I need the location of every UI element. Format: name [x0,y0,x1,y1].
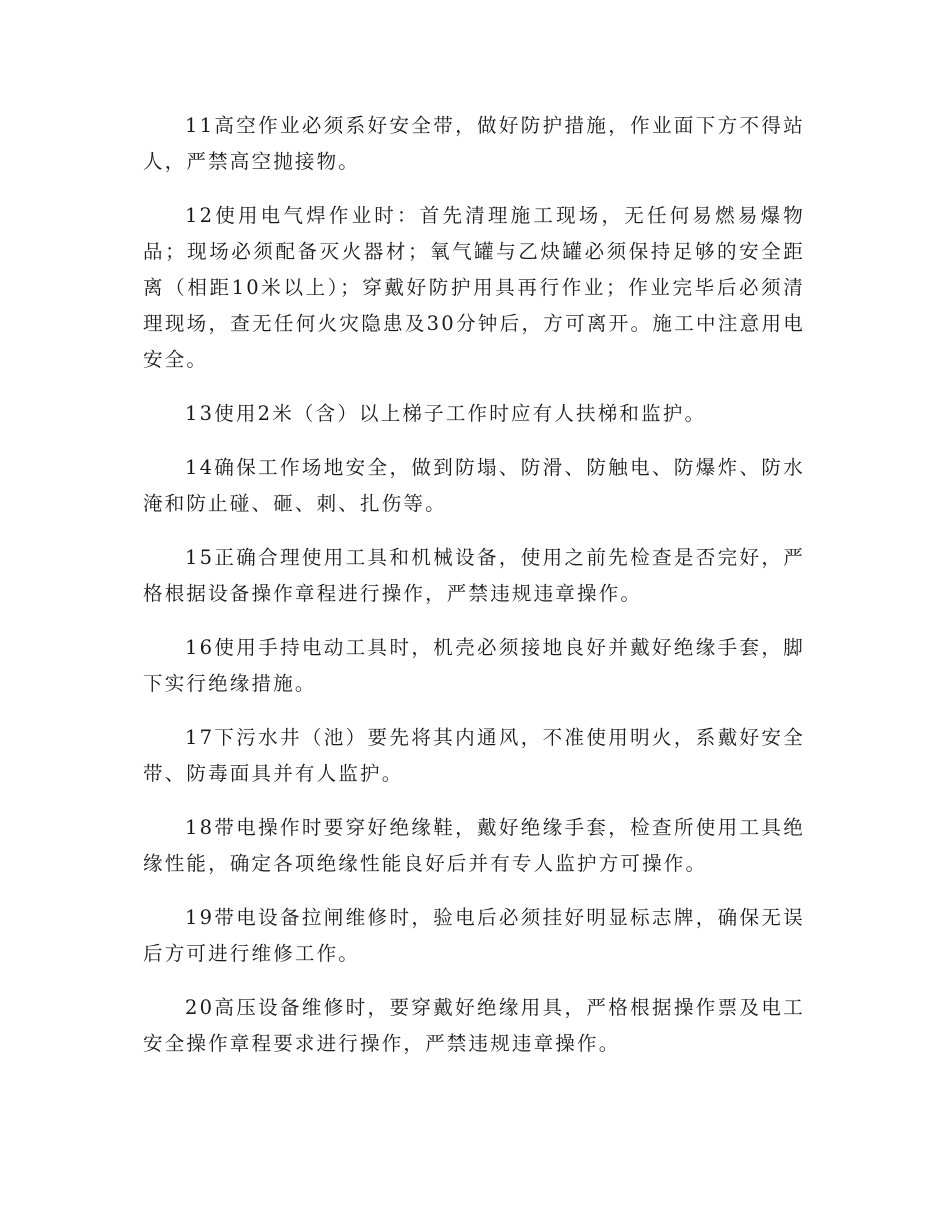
paragraph-16: 16使用手持电动工具时，机壳必须接地良好并戴好绝缘手套，脚下实行绝缘措施。 [143,636,805,695]
paragraph-12: 12使用电气焊作业时：首先清理施工现场，无任何易燃易爆物品；现场必须配备灭火器材；氧气罐与乙炔罐必须保持足够的安全距离（相距10米以上）；穿戴好防护用具再行作业；作业完毕后必须清理现场，查无任何火灾隐患及30分钟后，方可离开。施工中注意用电安全。 [143,204,805,371]
paragraph-18: 18带电操作时要穿好绝缘鞋，戴好绝缘手套，检查所使用工具绝缘性能，确定各项绝缘性能良好后并有专人监护方可操作。 [143,816,805,875]
paragraph-19: 19带电设备拉闸维修时，验电后必须挂好明显标志牌，确保无误后方可进行维修工作。 [143,906,805,965]
paragraph-17: 17下污水井（池）要先将其内通风，不准使用明火，系戴好安全带、防毒面具并有人监护。 [143,726,805,785]
paragraph-15: 15正确合理使用工具和机械设备，使用之前先检查是否完好，严格根据设备操作章程进行操作，严禁违规违章操作。 [143,546,805,605]
paragraph-13: 13使用2米（含）以上梯子工作时应有人扶梯和监护。 [185,402,707,425]
paragraph-11: 11高空作业必须系好安全带，做好防护措施，作业面下方不得站人，严禁高空抛接物。 [143,114,805,173]
paragraph-20: 20高压设备维修时，要穿戴好绝缘用具，严格根据操作票及电工安全操作章程要求进行操作，严禁违规违章操作。 [143,996,805,1055]
paragraph-14: 14确保工作场地安全，做到防塌、防滑、防触电、防爆炸、防水淹和防止碰、砸、刺、扎伤等。 [143,456,805,515]
document-body [143,108,805,1080]
